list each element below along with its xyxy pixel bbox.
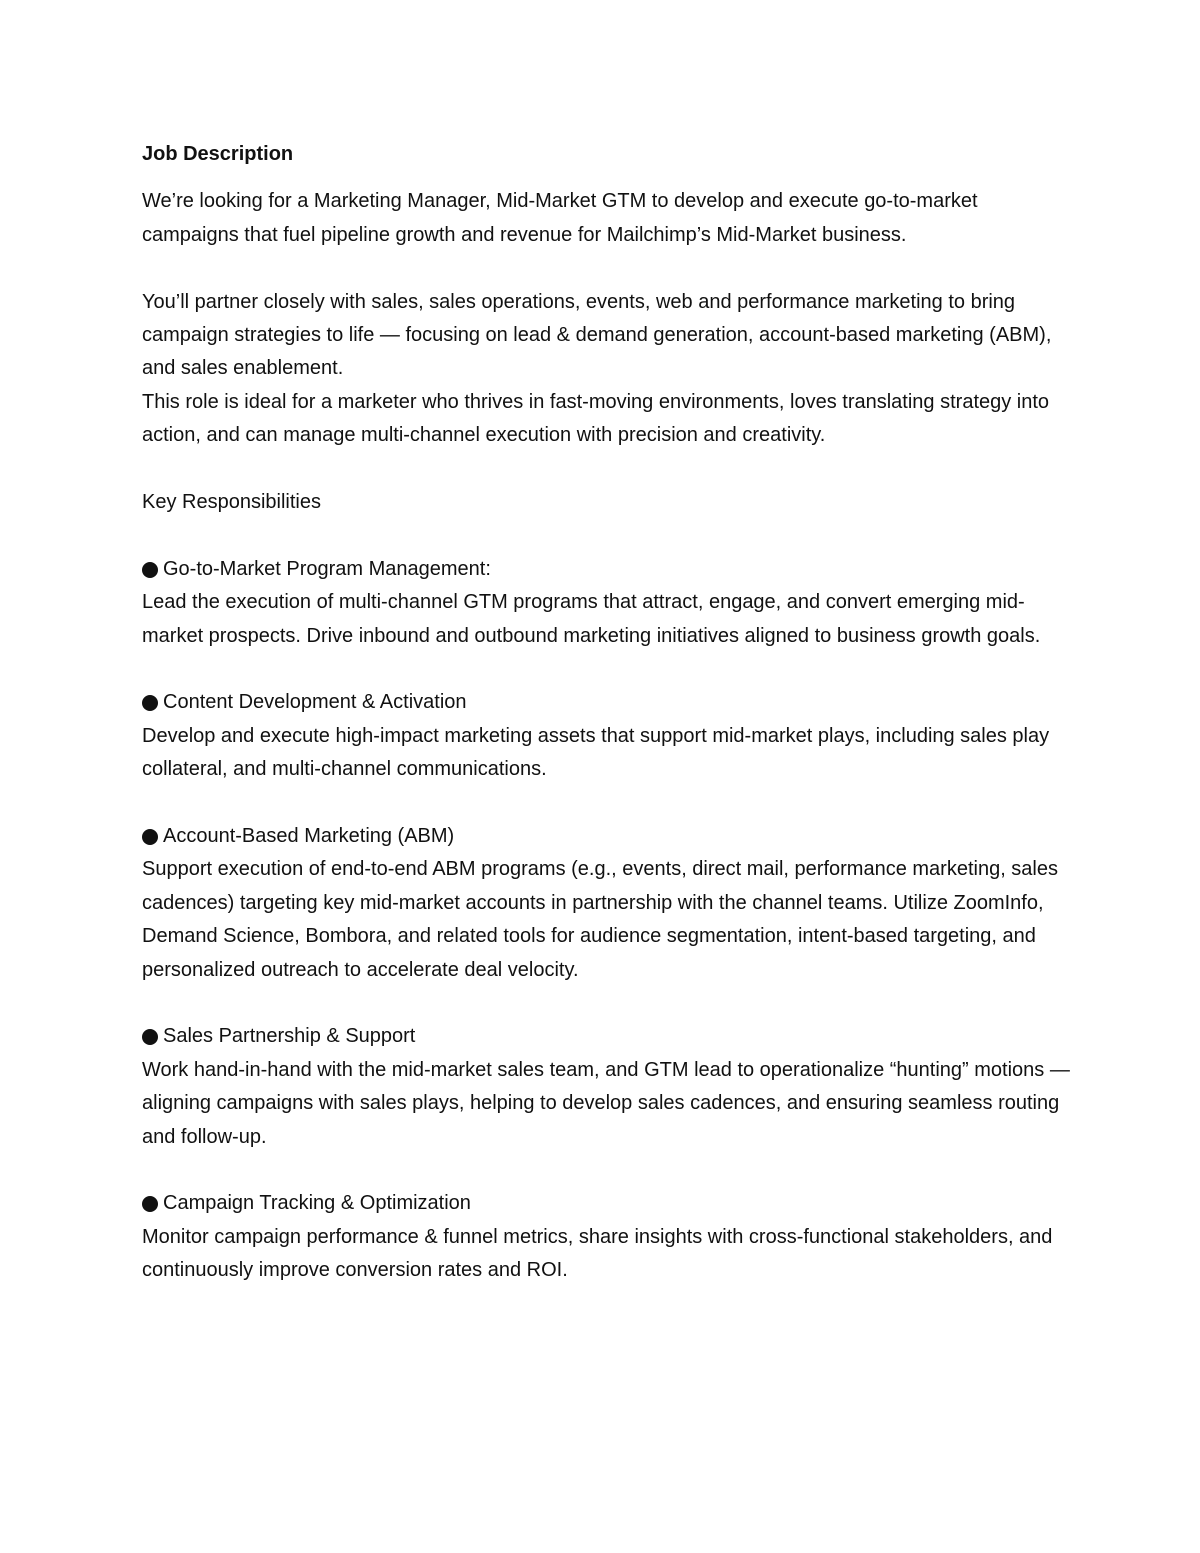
intro-paragraph-1: We’re looking for a Marketing Manager, Mid-Market GTM to develop and execute go-to-market campaigns that fuel pipeline growth and revenue for Mailchimp’s Mid-Market business. bbox=[142, 190, 978, 246]
responsibilities-heading: Key Responsibilities bbox=[142, 491, 321, 514]
spacer bbox=[142, 252, 1072, 285]
responsibility-item bbox=[142, 1187, 1072, 1287]
responsibility-title-row bbox=[142, 686, 1072, 719]
responsibility-item bbox=[142, 1020, 1072, 1154]
intro-paragraph-2: You’ll partner closely with sales, sales operations, events, web and performance marketing to bring campaign strategies to life — focusing on lead & demand generation, account-based marketing (ABM), and sales enablement. bbox=[142, 290, 1052, 380]
bullet-icon bbox=[142, 1196, 158, 1212]
responsibility-body: Support execution of end-to-end ABM programs (e.g., events, direct mail, performance marketing, sales cadences) targeting key mid-market accounts in partnership with the channel teams. Utilize ZoomInfo, Demand Science, Bombora, and related tools for audience segmentation, intent-based targeting, and personalized outreach to accelerate deal velocity. bbox=[142, 858, 1058, 981]
responsibility-body: Work hand-in-hand with the mid-market sales team, and GTM lead to operationalize “hunting” motions — aligning campaigns with sales plays, helping to develop sales cadences, and ensuring seamless routing and follow-up. bbox=[142, 1058, 1070, 1148]
bullet-icon bbox=[142, 829, 158, 845]
responsibility-body: Monitor campaign performance & funnel metrics, share insights with cross-functional stakeholders, and continuously improve conversion rates and ROI. bbox=[142, 1225, 1053, 1282]
spacer bbox=[142, 987, 1072, 1020]
responsibility-item bbox=[142, 553, 1072, 653]
responsibility-body: Lead the execution of multi-channel GTM programs that attract, engage, and convert emerging mid-market prospects. Drive inbound and outbound marketing initiatives aligned to business growth goals. bbox=[142, 591, 1041, 647]
responsibility-title: Campaign Tracking & Optimization bbox=[163, 1192, 471, 1215]
spacer bbox=[142, 519, 1072, 552]
document-title: Job Description bbox=[142, 143, 294, 165]
bullet-icon bbox=[142, 1029, 158, 1045]
responsibility-item bbox=[142, 686, 1072, 786]
spacer bbox=[142, 171, 1072, 185]
responsibility-title: Content Development & Activation bbox=[163, 691, 467, 714]
bullet-icon bbox=[142, 695, 158, 711]
spacer bbox=[142, 453, 1072, 486]
responsibility-title: Sales Partnership & Support bbox=[163, 1025, 416, 1048]
responsibility-title-row bbox=[142, 1020, 1072, 1053]
responsibility-body: Develop and execute high-impact marketing assets that support mid-market plays, including sales play collateral, and multi-channel communications. bbox=[142, 724, 1050, 781]
document-page bbox=[142, 138, 1072, 1288]
spacer bbox=[142, 1154, 1072, 1187]
intro-paragraph-3: This role is ideal for a marketer who thrives in fast-moving environments, loves translating strategy into action, and can manage multi-channel execution with precision and creativity. bbox=[142, 390, 1050, 447]
bullet-icon bbox=[142, 562, 158, 578]
spacer bbox=[142, 787, 1072, 820]
responsibility-title: Go-to-Market Program Management: bbox=[163, 557, 491, 580]
responsibility-title-row bbox=[142, 553, 1072, 586]
responsibility-title-row bbox=[142, 820, 1072, 853]
responsibility-title-row bbox=[142, 1187, 1072, 1220]
responsibility-item bbox=[142, 820, 1072, 987]
spacer bbox=[142, 653, 1072, 686]
responsibility-title: Account-Based Marketing (ABM) bbox=[163, 825, 455, 848]
